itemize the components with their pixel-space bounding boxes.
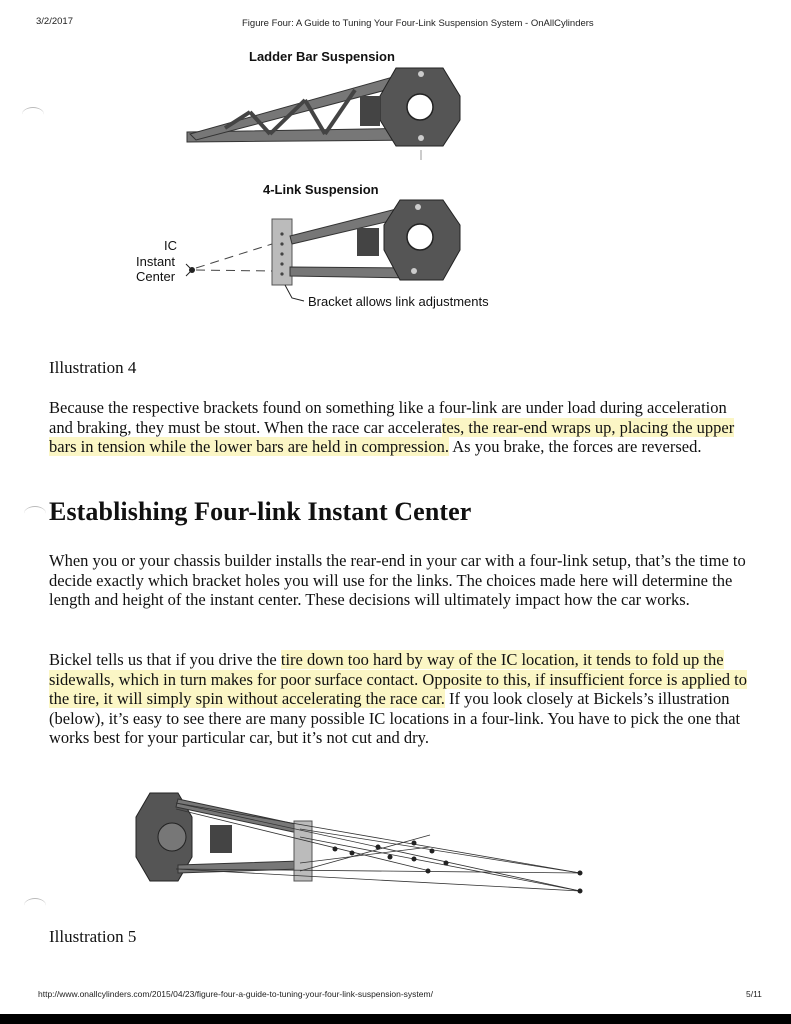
four-link-ic-locations-diagram xyxy=(0,785,791,905)
ladder-bar-drawing xyxy=(187,68,460,160)
illustration-5-caption: Illustration 5 xyxy=(49,927,137,946)
suspension-diagram-illustration-4 xyxy=(0,0,791,330)
section-heading: Establishing Four-link Instant Center xyxy=(49,497,472,526)
four-link-title: 4-Link Suspension xyxy=(263,182,379,197)
footer-url: http://www.onallcylinders.com/2015/04/23/figure-four-a-guide-to-tuning-your-four-link-suspension-system/ xyxy=(38,989,433,999)
binder-hole-mark xyxy=(24,506,46,521)
ic-label-line-1: IC xyxy=(164,238,177,253)
four-link-drawing xyxy=(186,200,460,301)
bracket-note: Bracket allows link adjustments xyxy=(308,294,489,309)
paragraph-text: As you brake, the forces are reversed. xyxy=(449,437,702,457)
footer-page-number: 5/11 xyxy=(746,989,762,999)
header-date: 3/2/2017 xyxy=(36,16,73,27)
ladder-bar-title: Ladder Bar Suspension xyxy=(249,49,395,64)
rear-end-housing-drawing xyxy=(136,793,312,881)
highlighted-text: tes, the rear-end wraps up, placing the upper bars in tension while the lower bars are held in compression. xyxy=(49,417,735,457)
scan-edge-bar xyxy=(0,1014,791,1024)
header-page-title: Figure Four: A Guide to Tuning Your Four-Link Suspension System - OnAllCylinders xyxy=(242,18,594,29)
paragraph-chassis-builder: When you or your chassis builder installs the rear-end in your car with a four-link setup, that’s the time to decide exactly which bracket holes you will use for the links. The choices made here will determine the length and height of the instant center. These decisions will ultimately impact how the car works. xyxy=(49,551,746,610)
paragraph-bickel-ic-location xyxy=(49,650,749,748)
ic-label-line-3: Center xyxy=(136,269,176,284)
paragraph-text: Bickel tells us that if you drive the xyxy=(49,650,281,669)
paragraph-text: Because the respective brackets found on something like a four-link are under load during acceleration and braking, they must be stout. When the race car accelera xyxy=(49,398,727,437)
highlighted-text: tire down too hard by way of the IC location, it tends to fold up the sidewalls, which in turn makes for poor surface contact. Opposite to this, if insufficient force is applied to the tire, it will simply spin without accelerating the race car. xyxy=(49,650,748,709)
illustration-4-caption: Illustration 4 xyxy=(49,358,137,377)
ic-label-line-2: Instant xyxy=(136,254,176,269)
paragraph-brackets-under-load xyxy=(49,398,749,457)
paragraph-text: If you look closely at Bickels’s illustration (below), it’s easy to see there are many possible IC locations in a four-link. You have to pick the one that works best for your particular car, but it’s not cut and dry. xyxy=(49,689,741,748)
